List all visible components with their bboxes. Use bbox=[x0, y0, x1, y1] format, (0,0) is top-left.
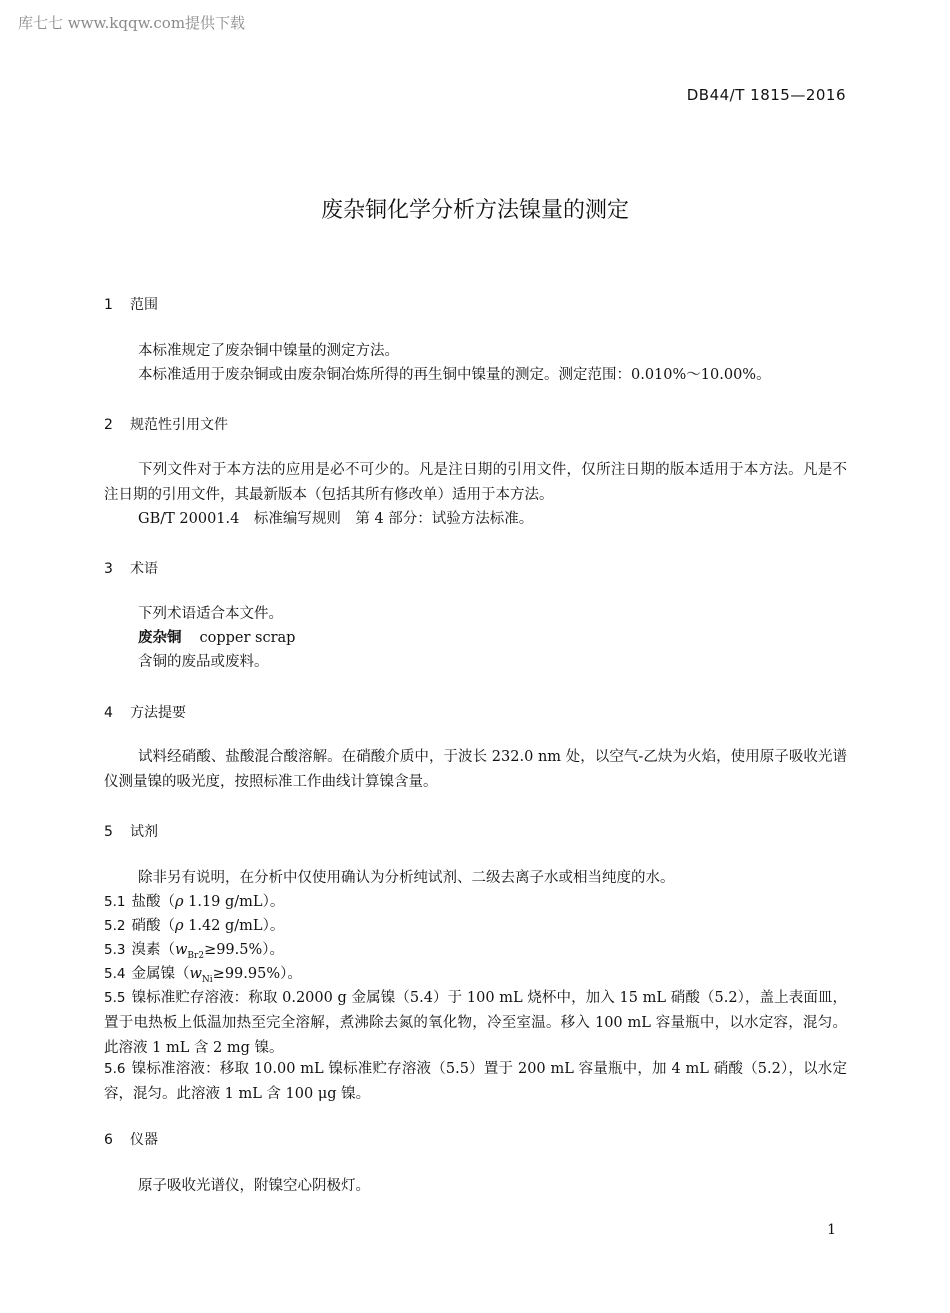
section-heading-normative-references bbox=[104, 414, 228, 434]
term-entry bbox=[104, 626, 847, 651]
section-title: 方法提要 bbox=[130, 705, 186, 721]
section-title: 规范性引用文件 bbox=[130, 417, 228, 433]
reagent-item: 5.6 镍标准溶液：移取 10.00 mL 镍标准贮存溶液（5.5）置于 200 mL 容量瓶中，加 4 mL 硝酸（5.2），以水定容，混匀。此溶液 1 mL 含 100 μg 镍。 bbox=[104, 1061, 847, 1102]
paragraph: 除非另有说明，在分析中仅使用确认为分析纯试剂、二级去离子水或相当纯度的水。 bbox=[138, 870, 675, 886]
clause-number: 5.3 bbox=[104, 942, 126, 958]
section-heading-scope bbox=[104, 294, 158, 314]
section-title: 仪器 bbox=[130, 1132, 158, 1148]
section-heading-method-summary bbox=[104, 702, 186, 722]
section-number: 1 bbox=[104, 297, 113, 313]
paragraph: 本标准适用于废杂铜或由废杂铜冶炼所得的再生铜中镍量的测定。测定范围：0.010%～10.00%。 bbox=[138, 367, 771, 383]
section-title: 试剂 bbox=[130, 824, 158, 840]
section-title: 术语 bbox=[130, 561, 158, 577]
watermark: 库七七 www.kqqw.com提供下载 bbox=[18, 14, 246, 32]
reagent-item: 5.5 镍标准贮存溶液：称取 0.2000 g 金属镍（5.4）于 100 mL 烧杯中，加入 15 mL 硝酸（5.2），盖上表面皿，置于电热板上低温加热至完全溶解，煮沸除去氮的氧化物，冷至室温。移入 100 mL 容量瓶中，以水定容，混匀。此溶液 1 mL 含 2 mg 镍。 bbox=[104, 990, 847, 1056]
paragraph: 原子吸收光谱仪，附镍空心阴极灯。 bbox=[138, 1178, 370, 1194]
standard-code: DB44/T 1815—2016 bbox=[686, 86, 846, 104]
clause-number: 5.4 bbox=[104, 966, 126, 982]
clause-number: 5.6 bbox=[104, 1061, 126, 1077]
reagent-item: 5.4 金属镍$(w_{Ni}\ge 99.95\%)$。 bbox=[104, 966, 302, 985]
clause-number: 5.5 bbox=[104, 990, 126, 1006]
term-english: copper scrap bbox=[199, 630, 296, 646]
reagent-item: 5.1 盐酸（ρ 1.19 g/mL）。 bbox=[104, 894, 285, 910]
section-number: 4 bbox=[104, 705, 113, 721]
term-chinese: 废杂铜 bbox=[138, 630, 182, 646]
reagent-item: 5.3 溴素$(w_{Br2}\ge 99.5\%)$。 bbox=[104, 942, 285, 961]
paragraph: 本标准规定了废杂铜中镍量的测定方法。 bbox=[138, 343, 399, 359]
section-title: 范围 bbox=[130, 297, 158, 313]
document-title: 废杂铜化学分析方法镍量的测定 bbox=[320, 198, 629, 223]
paragraph: 下列文件对于本方法的应用是必不可少的。凡是注日期的引用文件，仅所注日期的版本适用于本方法。凡是不注日期的引用文件，其最新版本（包括其所有修改单）适用于本方法。 bbox=[104, 462, 847, 503]
paragraph: 下列术语适合本文件。 bbox=[138, 606, 283, 622]
clause-number: 5.2 bbox=[104, 918, 126, 934]
clause-number: 5.1 bbox=[104, 894, 126, 910]
section-heading-reagents bbox=[104, 821, 158, 841]
section-number: 5 bbox=[104, 824, 113, 840]
section-heading-terms bbox=[104, 558, 158, 578]
section-number: 6 bbox=[104, 1132, 113, 1148]
section-number: 3 bbox=[104, 561, 113, 577]
section-heading-apparatus bbox=[104, 1129, 158, 1149]
reagent-item: 5.2 硝酸（ρ 1.42 g/mL）。 bbox=[104, 918, 285, 934]
paragraph: 试料经硝酸、盐酸混合酸溶解。在硝酸介质中，于波长 232.0 nm 处，以空气-乙炔为火焰，使用原子吸收光谱仪测量镍的吸光度，按照标准工作曲线计算镍含量。 bbox=[104, 749, 847, 790]
reference-item: GB/T 20001.4 标准编写规则 第 4 部分：试验方法标准。 bbox=[138, 511, 534, 527]
term-definition: 含铜的废品或废料。 bbox=[138, 654, 269, 670]
section-number: 2 bbox=[104, 417, 113, 433]
page-number: 1 bbox=[827, 1222, 836, 1238]
